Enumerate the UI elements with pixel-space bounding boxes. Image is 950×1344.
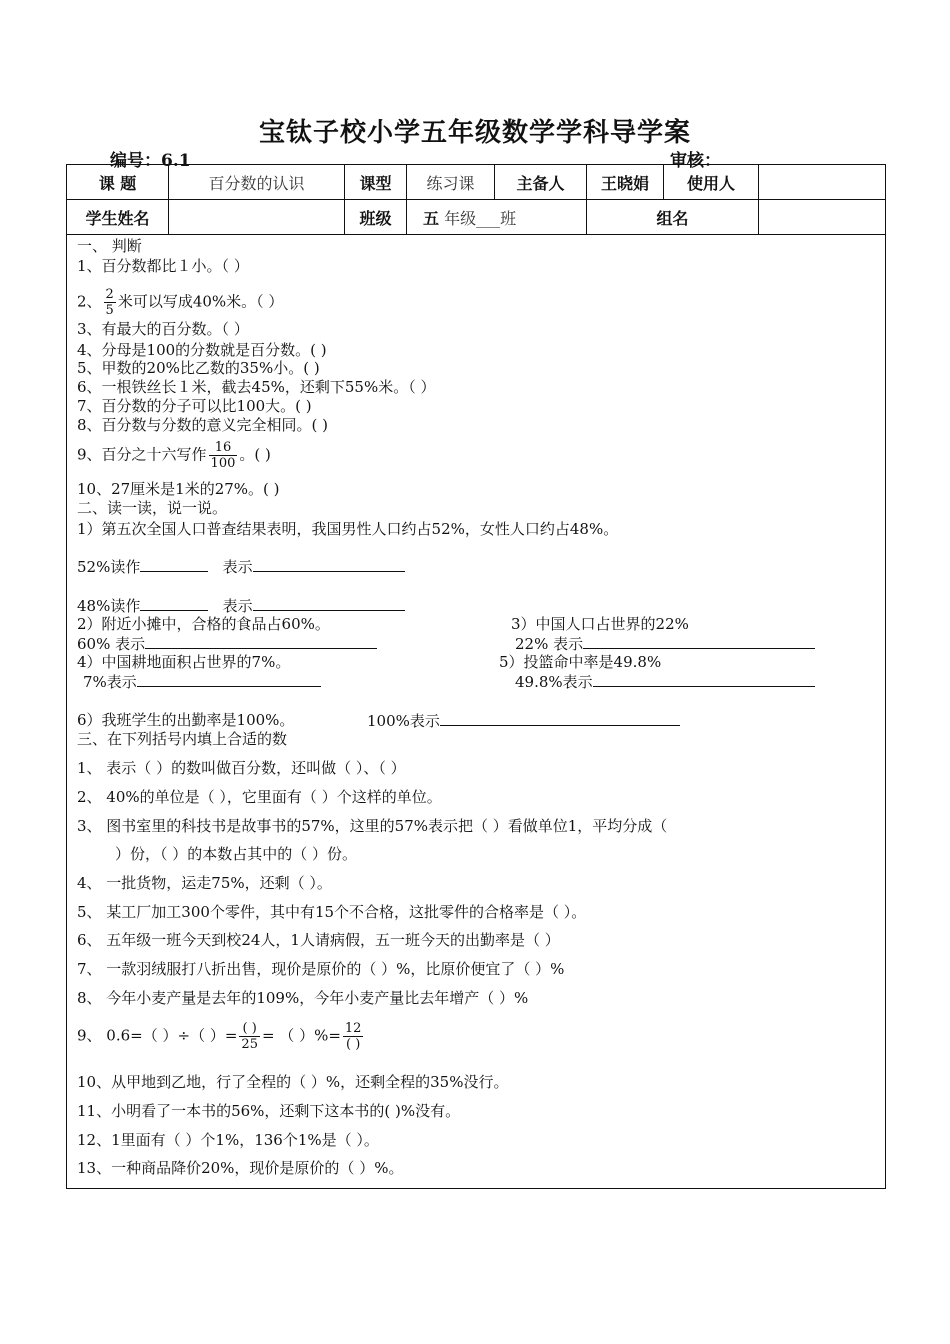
student-name-label: 学生姓名: [67, 200, 169, 235]
s3-q9: [77, 1021, 365, 1052]
s2-r52-label: 52%读作: [77, 558, 141, 576]
s1-q10: 10、27厘米是1米的27%。( ): [77, 480, 280, 498]
s1-q6: 6、一根铁丝长１米，截去45%，还剩下55%米。（ ）: [77, 378, 436, 396]
s2-p2b-blank[interactable]: [145, 634, 377, 649]
s3-q5: 5、 某工厂加工300个零件，其中有15个不合格，这批零件的合格率是（ ）。: [77, 903, 587, 921]
s1-q2-suffix: 米可以写成40%米。（ ）: [117, 292, 284, 311]
s3-q9-mid: = （ ）%=: [261, 1026, 341, 1045]
s2-p5b-label: 49.8%表示: [515, 673, 593, 691]
s3-q10: 10、从甲地到乙地，行了全程的（ ）%，还剩全程的35%没行。: [77, 1073, 509, 1091]
header-table: [66, 164, 886, 235]
s3-q7: 7、 一款羽绒服打八折出售，现价是原价的（ ）%，比原价便宜了（ ）%: [77, 960, 565, 978]
s2-p2b: [77, 634, 377, 653]
s2-r48-shows: 表示: [222, 597, 253, 615]
lead-teacher-label: 主备人: [495, 165, 587, 200]
s1-q9-denominator: 100: [210, 456, 236, 471]
s2-p4b-label: 7%表示: [83, 673, 137, 691]
s2-r48-label: 48%读作: [77, 597, 141, 615]
group-label: 组名: [587, 200, 759, 235]
s2-p4: 4）中国耕地面积占世界的7%。: [77, 653, 291, 671]
s2-r48-blank[interactable]: [140, 596, 208, 611]
s2-p3b-blank[interactable]: [583, 634, 815, 649]
lesson-type-value: 练习课: [407, 165, 495, 200]
s1-q4: 4、分母是100的分数就是百分数。( ): [77, 341, 327, 359]
section-2-heading: 二、读一读，说一说。: [77, 499, 228, 517]
s3-q9-fraction-1: [239, 1021, 260, 1052]
s2-p6b: [367, 711, 680, 730]
user-label: 使用人: [664, 165, 759, 200]
s3-q12: 12、1里面有（ ）个1%，136个1%是（ ）。: [77, 1131, 379, 1149]
s2-r52-meaning-blank[interactable]: [253, 557, 405, 572]
s1-q9-fraction: [209, 440, 238, 471]
s1-q9-prefix: 9、百分之十六写作: [77, 445, 207, 464]
student-name-value[interactable]: [169, 200, 345, 235]
lead-teacher-value: 王晓娟: [587, 165, 664, 200]
s3-q3b: ）份，（ ）的本数占其中的（ ）份。: [115, 845, 358, 863]
s2-p4b: [83, 672, 321, 691]
s2-p5b-blank[interactable]: [593, 672, 815, 687]
s2-r52-blank[interactable]: [140, 557, 208, 572]
s2-p5: 5）投篮命中率是49.8%: [499, 653, 662, 671]
topic-value: 百分数的认识: [169, 165, 345, 200]
topic-label: 课 题: [67, 165, 169, 200]
s3-q8: 8、 今年小麦产量是去年的109%，今年小麦产量比去年增产（ ）%: [77, 989, 529, 1007]
s2-p1: 1）第五次全国人口普查结果表明，我国男性人口约占52%，女性人口约占48%。: [77, 520, 619, 538]
s3-q9-f2-numerator: 12: [344, 1021, 362, 1036]
group-value[interactable]: [759, 200, 886, 235]
s1-q2-denominator: 5: [105, 303, 114, 318]
user-value[interactable]: [759, 165, 886, 200]
s3-q4: 4、 一批货物，运走75%，还剩（ ）。: [77, 874, 332, 892]
s3-q11: 11、小明看了一本书的56%，还剩下这本书的( )%没有。: [77, 1102, 461, 1120]
page-title: 宝钛子校小学五年级数学学科导学案: [258, 118, 691, 148]
s2-r52: [77, 557, 405, 576]
s1-q9-suffix: 。( ): [239, 445, 271, 464]
s3-q13: 13、一种商品降价20%，现价是原价的（ ）%。: [77, 1159, 404, 1177]
s1-q7: 7、百分数的分子可以比100大。( ): [77, 397, 312, 415]
s2-p2: 2）附近小摊中，合格的食品占60%。: [77, 615, 330, 633]
s2-r48-meaning-blank[interactable]: [253, 596, 405, 611]
class-grade: 五: [423, 208, 440, 228]
s2-p3b-label: 22% 表示: [515, 635, 584, 653]
s2-p6b-blank[interactable]: [440, 711, 680, 726]
s3-q9-prefix: 9、 0.6=（ ）÷（ ）=: [77, 1026, 238, 1045]
s1-q8: 8、百分数与分数的意义完全相同。( ): [77, 416, 329, 434]
s3-q9-f1-numerator: ( ): [239, 1021, 260, 1037]
s2-p3: 3）中国人口占世界的22%: [511, 615, 689, 633]
class-grade-suffix: 年级___班: [439, 208, 517, 228]
lesson-type-label: 课型: [345, 165, 407, 200]
s3-q1: 1、 表示（ ）的数叫做百分数，还叫做（ ）、（ ）: [77, 759, 406, 777]
serial-number: 编号：6.1: [110, 151, 191, 171]
s1-q9: [77, 440, 271, 471]
s2-r48: [77, 596, 405, 615]
s2-p4b-blank[interactable]: [137, 672, 321, 687]
s3-q9-f1-denominator: 25: [241, 1037, 258, 1052]
exercise-area: [66, 235, 886, 1189]
s1-q2-numerator: 2: [105, 287, 114, 302]
s3-q2: 2、 40%的单位是（ ），它里面有（ ）个这样的单位。: [77, 788, 442, 806]
s2-p2b-label: 60% 表示: [77, 635, 146, 653]
s2-p6b-label: 100%表示: [367, 712, 440, 730]
section-3-heading: 三、在下列括号内填上合适的数: [77, 730, 288, 748]
s1-q1: 1、百分数都比１小。（ ）: [77, 257, 249, 275]
class-label: 班级: [345, 200, 407, 235]
s3-q9-fraction-2: [343, 1021, 364, 1052]
s1-q2-fraction: [104, 287, 116, 318]
s1-q3: 3、有最大的百分数。（ ）: [77, 320, 249, 338]
s3-q3a: 3、 图书室里的科技书是故事书的57%，这里的57%表示把（ ）看做单位1，平均分成（: [77, 817, 668, 835]
class-value: [407, 200, 587, 235]
s2-r52-shows: 表示: [222, 558, 253, 576]
s3-q6: 6、 五年级一班今天到校24人，1人请病假，五一班今天的出勤率是（ ）: [77, 931, 560, 949]
s2-p6: 6）我班学生的出勤率是100%。: [77, 711, 295, 729]
s2-p5b: [515, 672, 815, 691]
s1-q9-numerator: 16: [209, 440, 238, 456]
s1-q2-prefix: 2、: [77, 292, 102, 311]
s3-q9-f2-denominator: ( ): [346, 1037, 361, 1052]
s1-q2: [77, 287, 283, 318]
s2-p3b: [515, 634, 815, 653]
section-1-heading: 一、 判断: [77, 237, 142, 255]
s1-q5: 5、甲数的20%比乙数的35%小。( ): [77, 359, 320, 377]
reviewer-label: 审核：: [670, 151, 721, 171]
